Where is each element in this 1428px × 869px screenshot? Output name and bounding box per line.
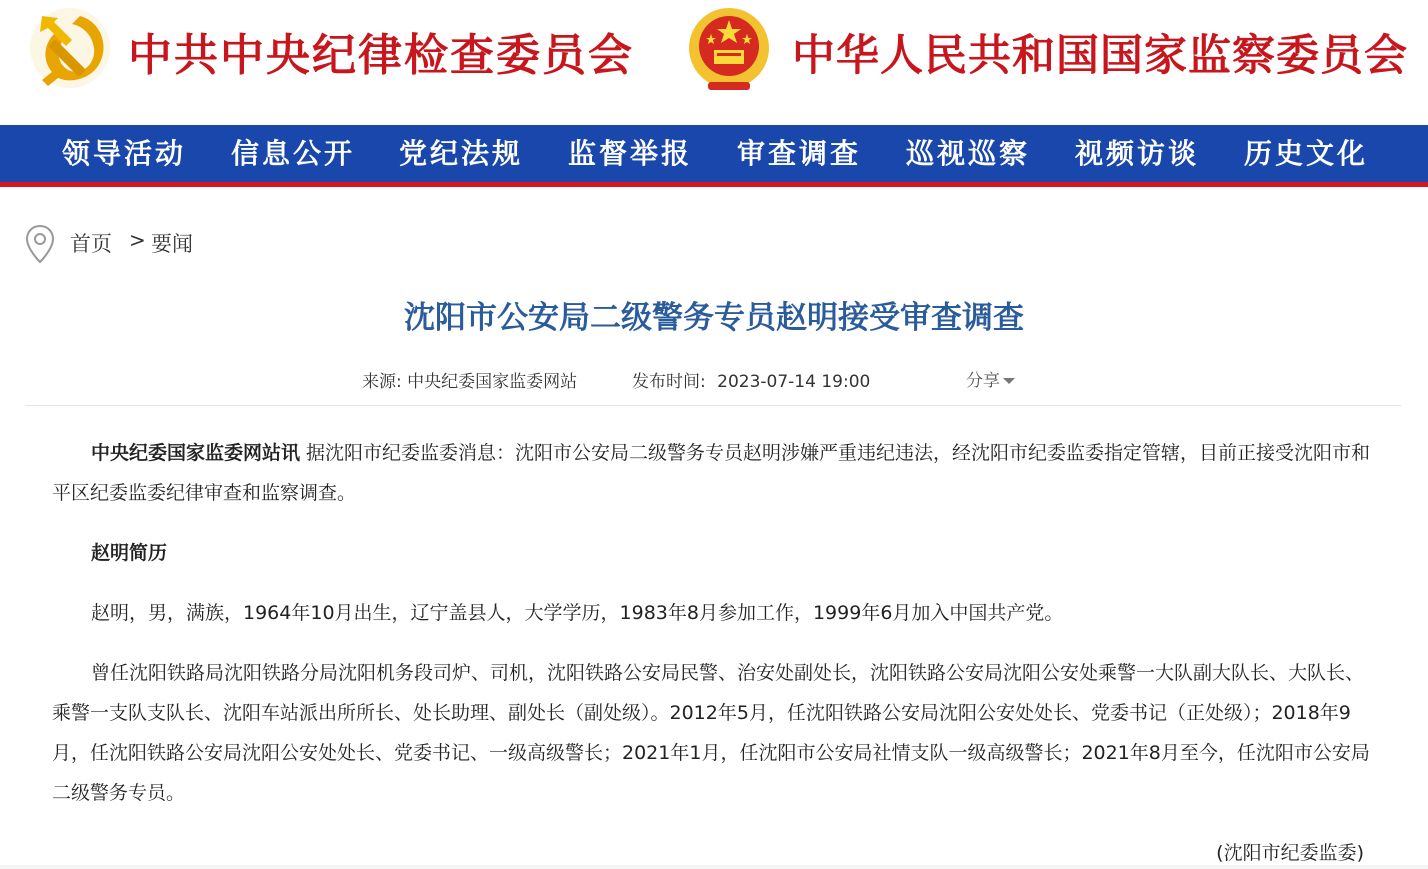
lead-paragraph bbox=[52, 433, 1382, 513]
nav-item-disclosure[interactable]: 信息公开 bbox=[231, 137, 356, 170]
article-signoff: (沈阳市纪委监委) bbox=[1216, 842, 1364, 864]
divider bbox=[25, 405, 1401, 406]
career-paragraph: 曾任沈阳铁路局沈阳铁路分局沈阳机务段司炉、司机，沈阳铁路公安局民警、治安处副处长，沈阳铁路公安局沈阳公安处乘警一大队副大队长、大队长、乘警一支队支队长、沈阳车站派出所所长、处长助理、副处长（副处级）。2012年5月，任沈阳铁路公安局沈阳公安处处长、党委书记（正处级）；2018年9月，任沈阳铁路公安局沈阳公安处处长、党委书记、一级高级警长；2021年1月，任沈阳市公安局社情支队一级高级警长；2021年8月至今，任沈阳市公安局二级警务专员。 bbox=[52, 662, 1370, 804]
article-source bbox=[362, 370, 577, 394]
breadcrumb-separator: > bbox=[129, 228, 146, 252]
site-header bbox=[0, 0, 1428, 125]
location-pin-icon bbox=[24, 224, 56, 264]
time-value: 2023-07-14 19:00 bbox=[717, 372, 871, 392]
breadcrumb-current[interactable]: 要闻 bbox=[151, 232, 193, 256]
main-nav bbox=[0, 125, 1428, 182]
header-title-right: 中华人民共和国国家监察委员会 bbox=[792, 31, 1408, 81]
nav-item-history[interactable]: 历史文化 bbox=[1244, 137, 1369, 170]
party-emblem-icon bbox=[28, 6, 112, 90]
bio-paragraph: 赵明，男，满族，1964年10月出生，辽宁盖县人，大学学历，1983年8月参加工作，1999年6月加入中国共产党。 bbox=[91, 602, 1064, 624]
article-body bbox=[52, 433, 1382, 833]
nav-item-report[interactable]: 监督举报 bbox=[568, 137, 693, 170]
lead-source: 中央纪委国家监委网站讯 bbox=[91, 442, 301, 464]
time-label: 发布时间: bbox=[632, 372, 706, 392]
lead-text: 据沈阳市纪委监委消息：沈阳市公安局二级警务专员赵明涉嫌严重违纪违法，经沈阳市纪委监委指定管辖，目前正接受沈阳市和平区纪委监委纪律审查和监察调查。 bbox=[52, 442, 1371, 504]
breadcrumb-home[interactable]: 首页 bbox=[70, 232, 112, 256]
nav-item-video[interactable]: 视频访谈 bbox=[1075, 137, 1200, 170]
nav-item-investigation[interactable]: 审查调查 bbox=[737, 137, 862, 170]
nav-item-leadership[interactable]: 领导活动 bbox=[62, 137, 187, 170]
nav-item-regulations[interactable]: 党纪法规 bbox=[399, 137, 524, 170]
source-value: 中央纪委国家监委网站 bbox=[407, 372, 578, 392]
nav-item-inspection[interactable]: 巡视巡察 bbox=[906, 137, 1031, 170]
article-title: 沈阳市公安局二级警务专员赵明接受审查调查 bbox=[404, 300, 1024, 336]
page-bottom-band bbox=[0, 865, 1428, 869]
source-label: 来源: bbox=[362, 372, 402, 392]
header-title-left: 中共中央纪律检查委员会 bbox=[128, 30, 634, 81]
national-emblem-icon bbox=[686, 4, 772, 94]
nav-red-bar bbox=[0, 182, 1428, 187]
article-time bbox=[632, 370, 870, 394]
share-button[interactable] bbox=[966, 369, 1015, 393]
share-label: 分享 bbox=[966, 371, 1000, 391]
resume-heading-text: 赵明简历 bbox=[91, 542, 168, 564]
chevron-down-icon bbox=[1003, 378, 1015, 384]
resume-heading bbox=[52, 533, 1382, 573]
